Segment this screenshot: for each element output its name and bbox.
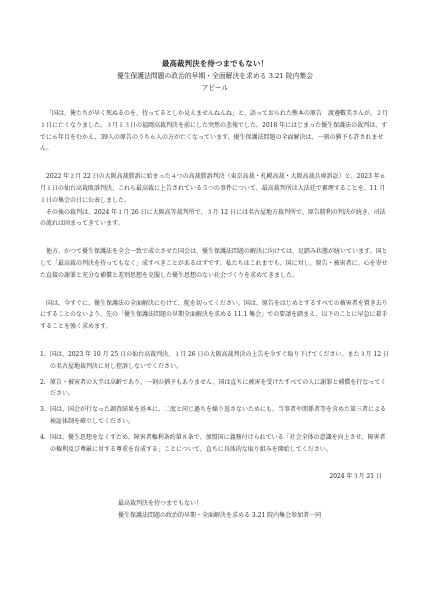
demand-text: 国は、優生思想をなくすため、障害者権利条約第８条で、加盟国に義務付けられている「社会全体の意識を向上させ、障害者の権利及び尊厳に対する尊重を育成する」ことについて、直ちに具体的な取り組みを開始してください。 xyxy=(50,433,386,453)
demand-number: 2. xyxy=(40,378,46,386)
demand-number: 3. xyxy=(40,406,46,414)
demand-item xyxy=(40,377,390,401)
paragraph-5: 国は、今すぐに、優生保護法の全面解決にむけて、舵を切ってください。国は、原告をはじめとするすべての被害者を置き去りにすることのないよう、先の「優生保護法問題の早期全面解決を求める 11.1 集会」での要請を踏まえ、以下のことに早急に着手することを強く求めます。 xyxy=(40,299,388,331)
signature-block xyxy=(118,498,390,522)
document-title: 最高裁判決を待つまでもない！ xyxy=(161,59,269,68)
document-subtitle: 優生保護法問題の政治的早期・全面解決を求める 3.21 院内集会 xyxy=(116,72,314,80)
paragraph-3: その後の裁判は、2024 年１月 26 日に大阪高等裁判所で、３月 12 日には名古屋地方裁判所で、原告勝利の判決が続き、司法の流れは固まってきています。 xyxy=(40,208,386,228)
demand-item xyxy=(40,349,390,373)
paragraph-1: 「国は、俺たちが早く死ぬるのを、待ってるとしか見えませんねんね」と、語っておられた熊本の原告 渡邊數美さんが、２月１日に亡くなりました。３月１３日の福岡高裁判決を前にした突然の悲報でした。2018 年にはじまった優生保護法の裁判は、すでに６年目をむかえ、39人の原告のうち６人の方が亡くなっています。優生保護法問題の全面解決は、一刻の猶予も許されません。 xyxy=(40,110,389,153)
paragraph-2: 2022 年２月 22 日の大阪高裁勝訴に始まった４つの高裁勝訴判決（東京高裁・札幌高裁・大阪高裁兵庫訴訟）と、2023 年６月１日の仙台高裁敗訴判決、これら最高裁に上告されている５つの事件について、最高裁判所は大法廷で審理することを、11 月１日の集会の日に公表しました。 xyxy=(40,173,386,204)
appeal-heading: アピール xyxy=(201,84,229,92)
demand-number: 1. xyxy=(40,350,46,358)
demand-number: 4. xyxy=(40,433,46,441)
title-block xyxy=(40,58,390,94)
signature-line-2: 優生保護法問題の政治的早期・全面解決を求める 3.21 院内集会参加者一同 xyxy=(118,512,322,520)
demands-list xyxy=(40,349,390,455)
demand-item xyxy=(40,404,390,428)
signature-line-1: 最高裁判決を待つまでもない！ xyxy=(118,500,203,508)
demand-item xyxy=(40,432,390,456)
document-date: 2024 年３月 21 日 xyxy=(329,473,382,481)
demand-text: 国は、2023 年 10 月 25 日の仙台高裁判決、１月 26 日の大阪高裁判決の上告を今すぐ取り下げてください。また３月 12 日の名古屋地裁判決に対し控訴しないでください。 xyxy=(50,350,389,370)
paragraph-4: 他方、かつて優生保護法を全会一致で成立させた国会は、優生保護法問題の解決に向けては、足踏み状態が続いています。国として「最高裁の判決を待ってもなく」成すべきことがあるはずです。私たちはこれまでも、国に対し、原告・被害者に、心を寄せた直接の謝罪と充分な補償と差別思想を克服した優生思想のない社会づくりを求めてきました。 xyxy=(40,248,388,279)
demand-text: 原告・被害者の大半は高齢であり、一刻の猶予もありません。国は直ちに被害を受けたすべての人に謝罪と補償を行なってください。 xyxy=(50,378,387,398)
demand-text: 国は、国会が行なった調査結果を基本に、二度と同じ過ちを繰り返さないためにも、当事者や関係者等を含めた第三者による検証体制を確立してください。 xyxy=(50,406,387,425)
